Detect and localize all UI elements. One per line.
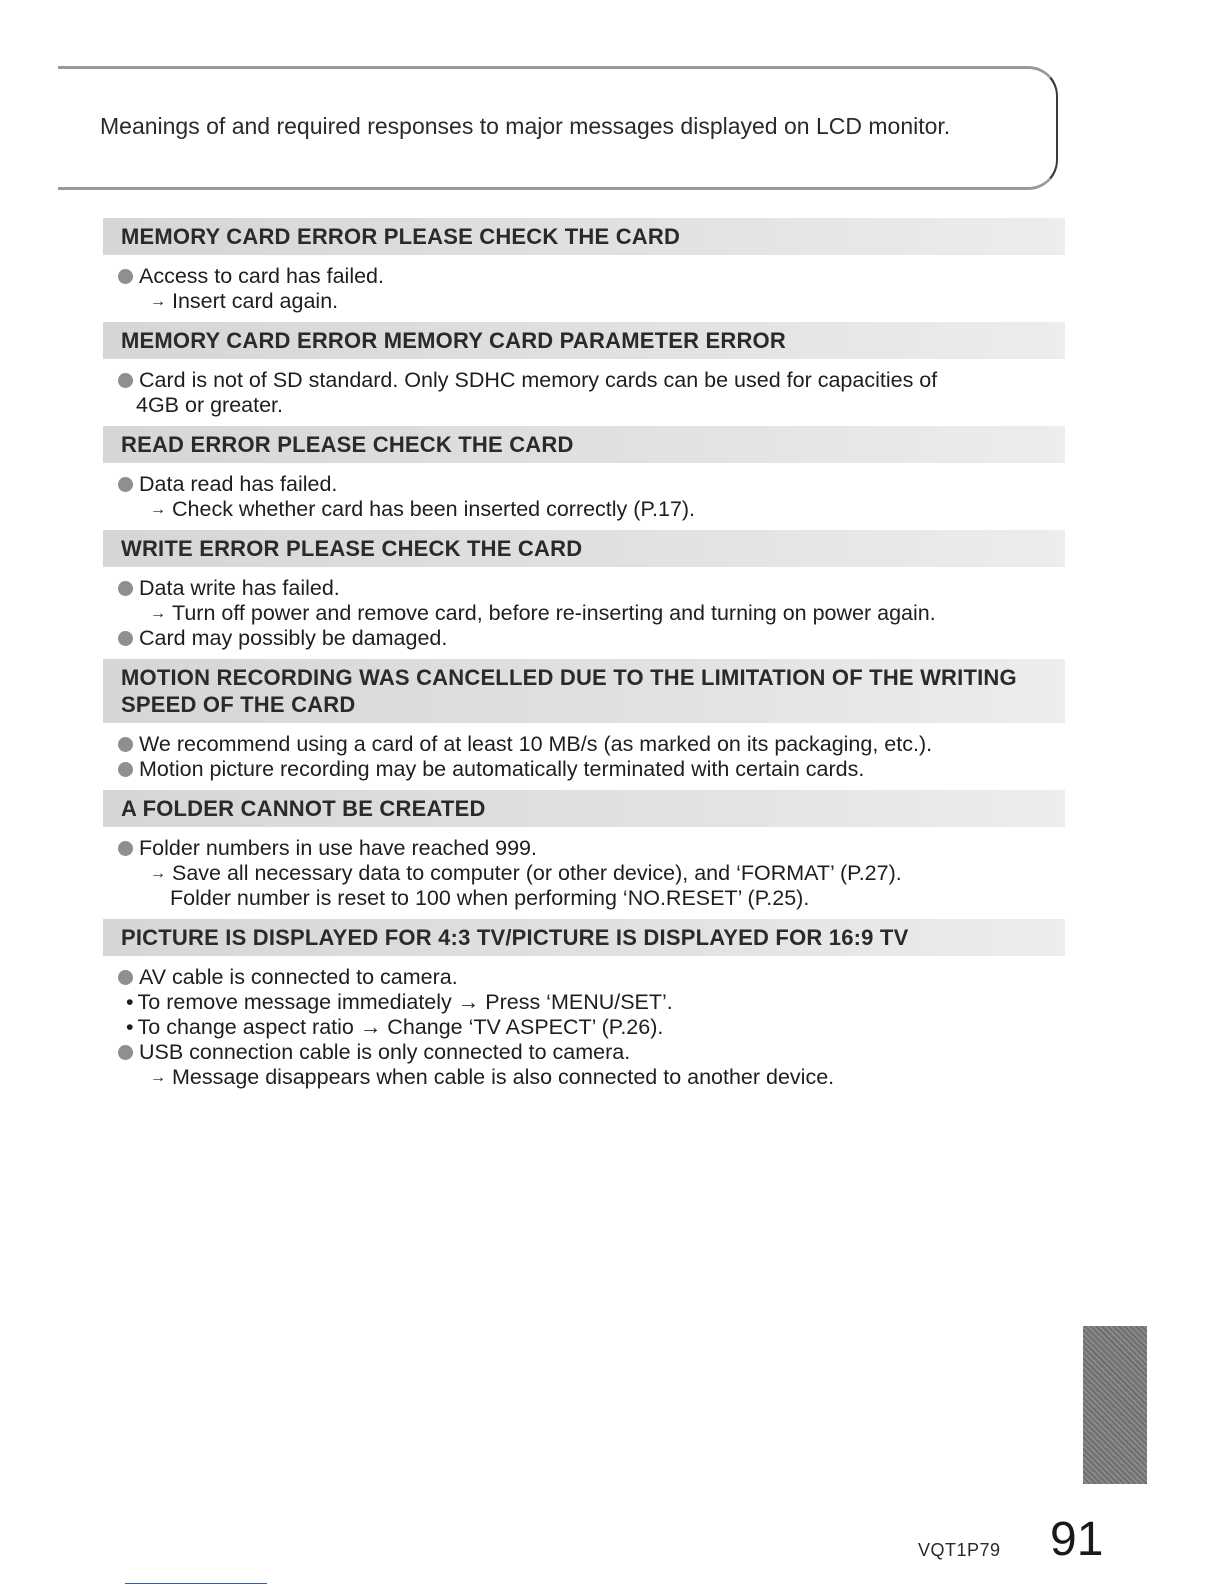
line-text: Save all necessary data to computer (or other device), and ‘FORMAT’ (P.27). [172, 861, 902, 885]
message-body [0, 463, 1224, 522]
bullet-icon [118, 970, 133, 985]
bullet-item [0, 1040, 1224, 1065]
line-text: Card may possibly be damaged. [139, 626, 448, 650]
bullet-icon [118, 269, 133, 284]
line-text: Check whether card has been inserted correctly (P.17). [172, 497, 696, 521]
bullet-icon [118, 737, 133, 752]
bullet-item [0, 472, 1224, 497]
line-text: Data write has failed. [139, 576, 340, 600]
action-line [0, 497, 1224, 522]
message-header: MEMORY CARD ERROR MEMORY CARD PARAMETER ERROR [103, 322, 1065, 359]
message-section [0, 322, 1224, 418]
sub-item [0, 990, 1224, 1015]
action-line [0, 289, 1224, 314]
sub-item [0, 1015, 1224, 1040]
message-header: A FOLDER CANNOT BE CREATED [103, 790, 1065, 827]
message-header: PICTURE IS DISPLAYED FOR 4:3 TV/PICTURE IS DISPLAYED FOR 16:9 TV [103, 919, 1065, 956]
bullet-item [0, 626, 1224, 651]
line-text: Motion picture recording may be automatically terminated with certain cards. [139, 757, 865, 781]
message-section [0, 659, 1224, 782]
line-text: We recommend using a card of at least 10 MB/s (as marked on its packaging, etc.). [139, 732, 933, 756]
bullet-icon [118, 631, 133, 646]
message-header: MEMORY CARD ERROR PLEASE CHECK THE CARD [103, 218, 1065, 255]
bullet-item [0, 965, 1224, 990]
message-section [0, 426, 1224, 522]
message-header: READ ERROR PLEASE CHECK THE CARD [103, 426, 1065, 463]
page-number: 91 [1050, 1513, 1104, 1566]
continuation-line [0, 393, 1224, 418]
line-text: To remove message immediately → Press ‘MENU/SET’. [137, 990, 673, 1014]
line-text: 4GB or greater. [136, 393, 283, 417]
action-line [0, 1065, 1224, 1090]
message-body [0, 723, 1224, 782]
line-text: AV cable is connected to camera. [139, 965, 458, 989]
message-body [0, 255, 1224, 314]
arrow-icon: → [150, 605, 166, 622]
document-code: VQT1P79 [918, 1540, 1001, 1560]
message-body [0, 956, 1224, 1090]
message-header: MOTION RECORDING WAS CANCELLED DUE TO THE LIMITATION OF THE WRITING SPEED OF THE CARD [103, 659, 1065, 723]
arrow-icon: → [150, 501, 166, 518]
sub-bullet-icon: • [126, 1015, 134, 1039]
line-text: Access to card has failed. [139, 264, 384, 288]
line-text: Data read has failed. [139, 472, 338, 496]
message-section [0, 919, 1224, 1090]
line-text: USB connection cable is only connected to camera. [139, 1040, 631, 1064]
message-section [0, 790, 1224, 911]
line-text: Card is not of SD standard. Only SDHC memory cards can be used for capacities of [139, 368, 938, 392]
message-body [0, 359, 1224, 418]
sub-bullet-icon: • [126, 990, 134, 1014]
section-tab [1083, 1326, 1147, 1484]
continuation-line [0, 886, 1224, 911]
bullet-icon [118, 762, 133, 777]
message-header: WRITE ERROR PLEASE CHECK THE CARD [103, 530, 1065, 567]
line-text: Insert card again. [172, 289, 339, 313]
message-section [0, 530, 1224, 651]
bullet-icon [118, 581, 133, 596]
message-section [0, 218, 1224, 314]
bullet-item [0, 264, 1224, 289]
line-text: Turn off power and remove card, before re-inserting and turning on power again. [172, 601, 936, 625]
intro-text: Meanings of and required responses to major messages displayed on LCD monitor. [100, 113, 951, 139]
arrow-icon: → [150, 293, 166, 310]
bullet-icon [118, 477, 133, 492]
bullet-item [0, 732, 1224, 757]
line-text: To change aspect ratio → Change ‘TV ASPECT’ (P.26). [137, 1015, 664, 1039]
message-body [0, 567, 1224, 651]
action-line [0, 861, 1224, 886]
message-list [0, 218, 1224, 1098]
bullet-item [0, 836, 1224, 861]
bullet-item [0, 576, 1224, 601]
arrow-icon: → [150, 865, 166, 882]
message-body [0, 827, 1224, 911]
line-text: Folder numbers in use have reached 999. [139, 836, 537, 860]
line-text: Message disappears when cable is also connected to another device. [172, 1065, 835, 1089]
bullet-icon [118, 1045, 133, 1060]
bullet-icon [118, 373, 133, 388]
bullet-item [0, 368, 1224, 393]
bullet-item [0, 757, 1224, 782]
bullet-icon [118, 841, 133, 856]
arrow-icon: → [150, 1069, 166, 1086]
line-text: Folder number is reset to 100 when performing ‘NO.RESET’ (P.25). [170, 886, 810, 910]
action-line [0, 601, 1224, 626]
intro-box [58, 66, 1058, 190]
